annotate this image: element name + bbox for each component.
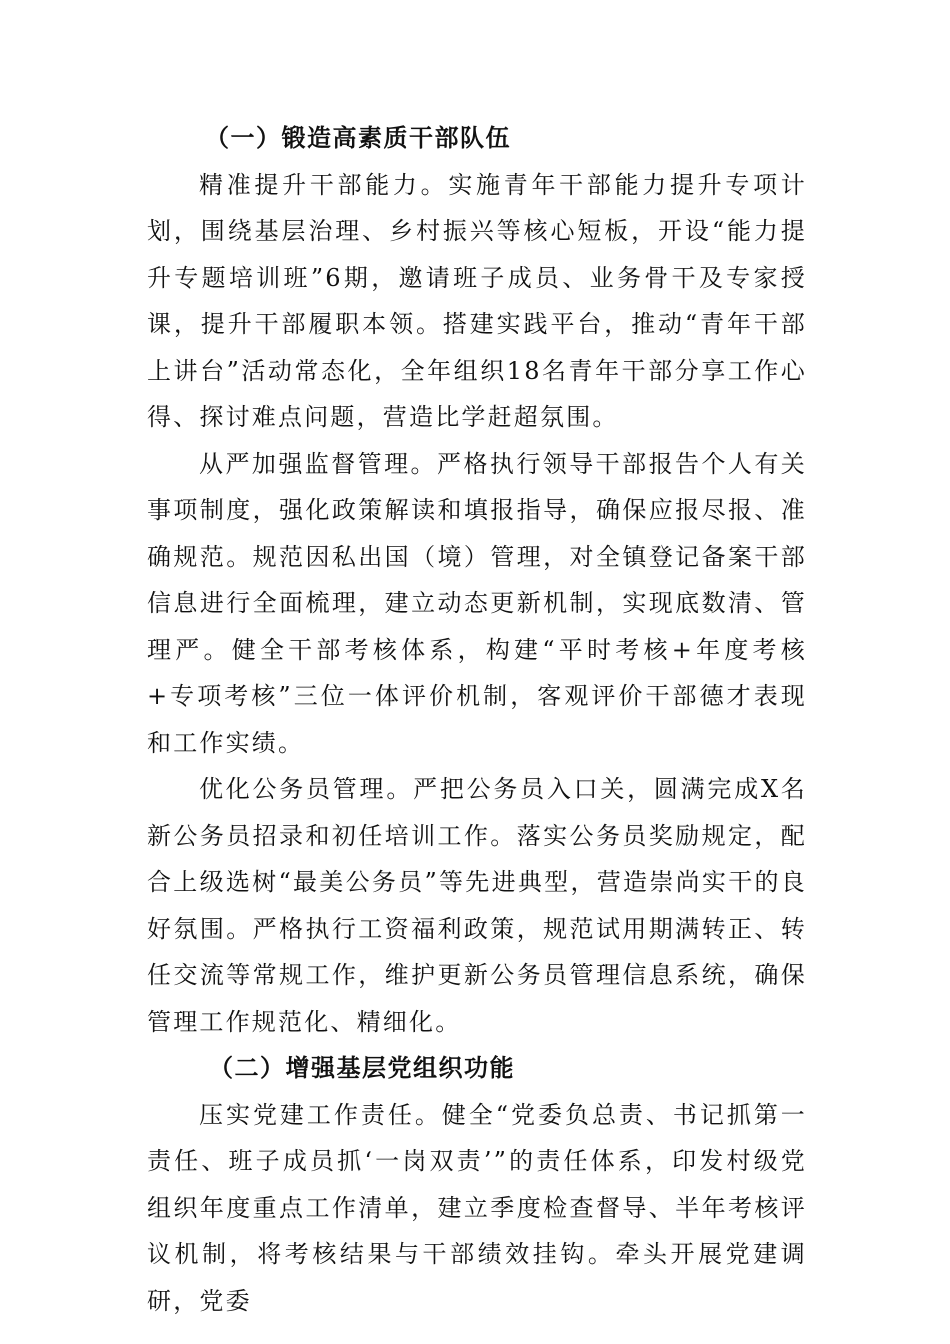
section-heading-1: （一）锻造高素质干部队伍 — [205, 123, 511, 152]
paragraph-civil-servant: 优化公务员管理。严把公务员入口关，圆满完成X名新公务员招录和初任培训工作。落实公务员奖励规定，配合上级选树“最美公务员”等先进典型，营造崇尚实干的良好氛围。严格执行工资福利政策，规范试用期满转正、转任交流等常规工作，维护更新公务员管理信息系统，确保管理工作规范化、精细化。 — [147, 775, 807, 1036]
paragraph-party-responsibility: 压实党建工作责任。健全“党委负总责、书记抓第一责任、班子成员抓‘一岗双责’”的责任体系，印发村级党组织年度重点工作清单，建立季度检查督导、半年考核评议机制，将考核结果与干部绩效挂钩。牵头开展党建调研，党委 — [147, 1100, 807, 1315]
paragraph-supervision: 从严加强监督管理。严格执行领导干部报告个人有关事项制度，强化政策解读和填报指导，确保应报尽报、准确规范。规范因私出国（境）管理，对全镇登记备案干部信息进行全面梳理，建立动态更新机制，实现底数清、管理严。健全干部考核体系，构建“平时考核+年度考核+专项考核”三位一体评价机制，客观评价干部德才表现和工作实绩。 — [147, 449, 807, 757]
paragraph-capability: 精准提升干部能力。实施青年干部能力提升专项计划，围绕基层治理、乡村振兴等核心短板，开设“能力提升专题培训班”6期，邀请班子成员、业务骨干及专家授课，提升干部履职本领。搭建实践平台，推动“青年干部上讲台”活动常态化，全年组织18名青年干部分享工作心得、探讨难点问题，营造比学赶超氛围。 — [147, 170, 807, 431]
section-heading-2: （二）增强基层党组织功能 — [209, 1053, 515, 1082]
document-page — [147, 115, 807, 1324]
